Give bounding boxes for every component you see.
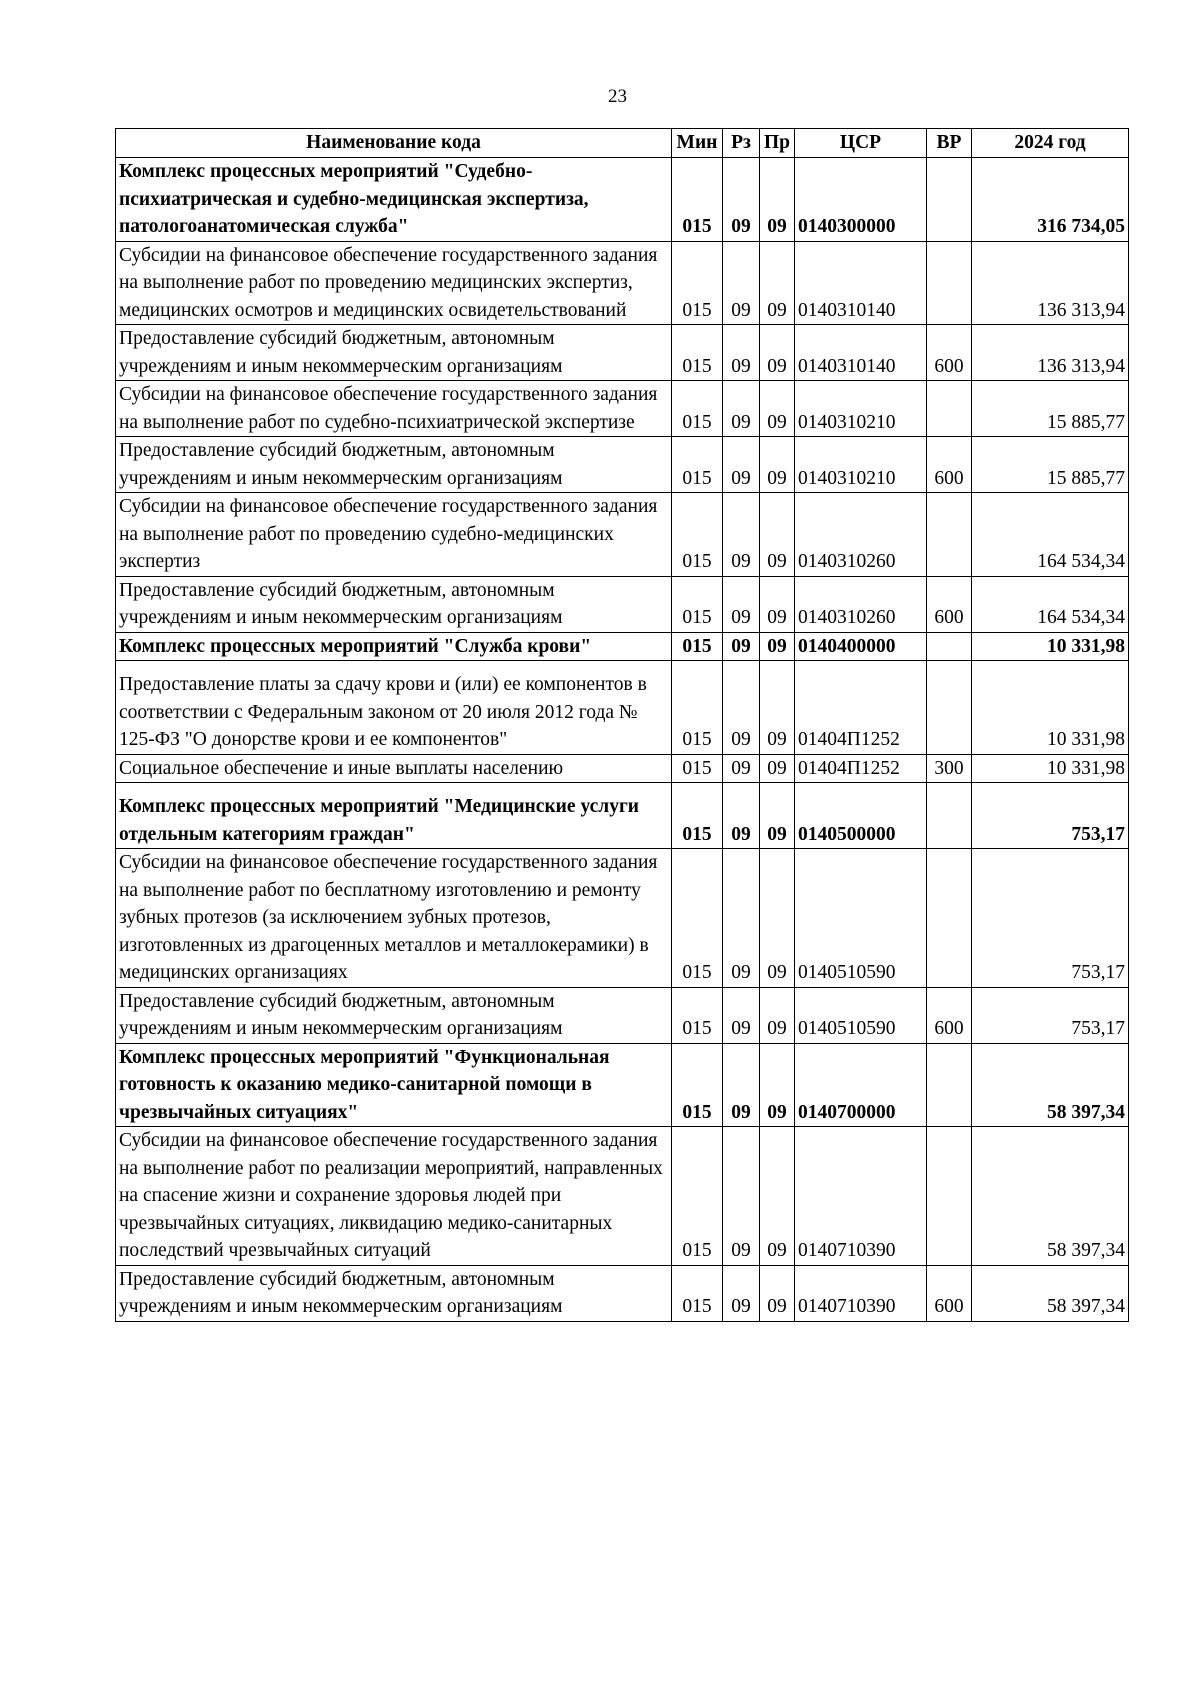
- row-name: Предоставление субсидий бюджетным, автономным учреждениям и иным некоммерческим организациям: [116, 1265, 672, 1321]
- row-pr: 09: [760, 987, 795, 1043]
- row-rz: 09: [723, 437, 760, 493]
- row-pr: 09: [760, 661, 795, 755]
- header-year: 2024 год: [972, 129, 1129, 158]
- header-pr: Пр: [760, 129, 795, 158]
- row-name: Предоставление субсидий бюджетным, автономным учреждениям и иным некоммерческим организациям: [116, 437, 672, 493]
- row-amount: 10 331,98: [972, 754, 1129, 783]
- row-csr: 0140510590: [795, 849, 927, 988]
- row-rz: 09: [723, 849, 760, 988]
- row-amount: 10 331,98: [972, 632, 1129, 661]
- budget-table: [115, 128, 1129, 1322]
- row-pr: 09: [760, 158, 795, 242]
- row-csr: 01404П1252: [795, 754, 927, 783]
- table-row: [116, 158, 1129, 242]
- row-csr: 01404П1252: [795, 661, 927, 755]
- row-min: 015: [672, 1127, 723, 1266]
- row-csr: 0140310210: [795, 381, 927, 437]
- row-amount: 753,17: [972, 783, 1129, 849]
- row-name: Комплекс процессных мероприятий "Функциональная готовность к оказанию медико-санитарной помощи в чрезвычайных ситуациях": [116, 1043, 672, 1127]
- row-min: 015: [672, 783, 723, 849]
- table-row: [116, 1043, 1129, 1127]
- table-row: [116, 493, 1129, 577]
- row-rz: 09: [723, 576, 760, 632]
- header-vr: ВР: [927, 129, 972, 158]
- row-vr: [927, 493, 972, 577]
- row-vr: 600: [927, 325, 972, 381]
- row-rz: 09: [723, 754, 760, 783]
- row-name: Субсидии на финансовое обеспечение государственного задания на выполнение работ по реализации мероприятий, направленных на спасение жизни и сохранение здоровья людей при чрезвычайных ситуациях, ликвидацию медико-санитарных последствий чрезвычайных ситуаций: [116, 1127, 672, 1266]
- row-amount: 15 885,77: [972, 381, 1129, 437]
- row-min: 015: [672, 632, 723, 661]
- row-csr: 0140310210: [795, 437, 927, 493]
- row-pr: 09: [760, 783, 795, 849]
- row-pr: 09: [760, 754, 795, 783]
- row-name: Комплекс процессных мероприятий "Медицинские услуги отдельным категориям граждан": [116, 783, 672, 849]
- row-rz: 09: [723, 325, 760, 381]
- row-min: 015: [672, 437, 723, 493]
- row-name: Предоставление субсидий бюджетным, автономным учреждениям и иным некоммерческим организациям: [116, 576, 672, 632]
- row-csr: 0140310140: [795, 325, 927, 381]
- row-rz: 09: [723, 1265, 760, 1321]
- row-vr: 600: [927, 1265, 972, 1321]
- row-pr: 09: [760, 1127, 795, 1266]
- row-rz: 09: [723, 241, 760, 325]
- row-rz: 09: [723, 493, 760, 577]
- row-pr: 09: [760, 437, 795, 493]
- row-pr: 09: [760, 1043, 795, 1127]
- row-vr: [927, 632, 972, 661]
- row-min: 015: [672, 1043, 723, 1127]
- row-csr: 0140710390: [795, 1127, 927, 1266]
- row-rz: 09: [723, 1127, 760, 1266]
- row-rz: 09: [723, 783, 760, 849]
- row-vr: [927, 849, 972, 988]
- row-vr: 300: [927, 754, 972, 783]
- table-row: [116, 754, 1129, 783]
- row-vr: 600: [927, 987, 972, 1043]
- row-vr: [927, 241, 972, 325]
- row-name: Субсидии на финансовое обеспечение государственного задания на выполнение работ по бесплатному изготовлению и ремонту зубных протезов (за исключением зубных протезов, изготовленных из драгоценных металлов и металлокерамики) в медицинских организациях: [116, 849, 672, 988]
- row-min: 015: [672, 754, 723, 783]
- row-min: 015: [672, 158, 723, 242]
- row-rz: 09: [723, 381, 760, 437]
- row-pr: 09: [760, 325, 795, 381]
- page-number: 23: [608, 86, 627, 107]
- row-csr: 0140510590: [795, 987, 927, 1043]
- table-row: [116, 437, 1129, 493]
- row-pr: 09: [760, 576, 795, 632]
- row-amount: 15 885,77: [972, 437, 1129, 493]
- row-pr: 09: [760, 493, 795, 577]
- row-vr: [927, 1127, 972, 1266]
- row-vr: 600: [927, 437, 972, 493]
- row-csr: 0140710390: [795, 1265, 927, 1321]
- table-row: [116, 576, 1129, 632]
- row-name: Предоставление платы за сдачу крови и (или) ее компонентов в соответствии с Федеральным законом от 20 июля 2012 года № 125-ФЗ "О донорстве крови и ее компонентов": [116, 661, 672, 755]
- row-min: 015: [672, 987, 723, 1043]
- row-amount: 58 397,34: [972, 1265, 1129, 1321]
- header-min: Мин: [672, 129, 723, 158]
- row-rz: 09: [723, 158, 760, 242]
- row-pr: 09: [760, 632, 795, 661]
- row-name: Субсидии на финансовое обеспечение государственного задания на выполнение работ по проведению судебно-медицинских экспертиз: [116, 493, 672, 577]
- row-amount: 136 313,94: [972, 241, 1129, 325]
- row-csr: 0140700000: [795, 1043, 927, 1127]
- header-name: Наименование кода: [116, 129, 672, 158]
- row-pr: 09: [760, 381, 795, 437]
- table-row: [116, 1127, 1129, 1266]
- row-rz: 09: [723, 661, 760, 755]
- table-row: [116, 987, 1129, 1043]
- row-min: 015: [672, 241, 723, 325]
- row-amount: 164 534,34: [972, 576, 1129, 632]
- row-vr: [927, 1043, 972, 1127]
- row-name: Социальное обеспечение и иные выплаты населению: [116, 754, 672, 783]
- row-min: 015: [672, 325, 723, 381]
- row-vr: 600: [927, 576, 972, 632]
- row-min: 015: [672, 576, 723, 632]
- row-min: 015: [672, 849, 723, 988]
- table-row: [116, 381, 1129, 437]
- row-vr: [927, 158, 972, 242]
- row-rz: 09: [723, 1043, 760, 1127]
- row-min: 015: [672, 661, 723, 755]
- table-row: [116, 632, 1129, 661]
- row-csr: 0140310140: [795, 241, 927, 325]
- row-min: 015: [672, 493, 723, 577]
- table-header-row: [116, 129, 1129, 158]
- row-name: Предоставление субсидий бюджетным, автономным учреждениям и иным некоммерческим организациям: [116, 987, 672, 1043]
- row-name: Предоставление субсидий бюджетным, автономным учреждениям и иным некоммерческим организациям: [116, 325, 672, 381]
- table-row: [116, 661, 1129, 755]
- table-row: [116, 783, 1129, 849]
- header-csr: ЦСР: [795, 129, 927, 158]
- row-csr: 0140500000: [795, 783, 927, 849]
- row-csr: 0140400000: [795, 632, 927, 661]
- row-rz: 09: [723, 987, 760, 1043]
- row-amount: 753,17: [972, 849, 1129, 988]
- row-name: Комплекс процессных мероприятий "Служба крови": [116, 632, 672, 661]
- row-amount: 316 734,05: [972, 158, 1129, 242]
- row-amount: 136 313,94: [972, 325, 1129, 381]
- row-amount: 164 534,34: [972, 493, 1129, 577]
- row-pr: 09: [760, 849, 795, 988]
- row-pr: 09: [760, 1265, 795, 1321]
- row-amount: 10 331,98: [972, 661, 1129, 755]
- row-name: Субсидии на финансовое обеспечение государственного задания на выполнение работ по проведению медицинских экспертиз, медицинских осмотров и медицинских освидетельствований: [116, 241, 672, 325]
- row-vr: [927, 381, 972, 437]
- row-name: Субсидии на финансовое обеспечение государственного задания на выполнение работ по судебно-психиатрической экспертизе: [116, 381, 672, 437]
- table-row: [116, 1265, 1129, 1321]
- row-vr: [927, 783, 972, 849]
- row-amount: 58 397,34: [972, 1043, 1129, 1127]
- header-rz: Рз: [723, 129, 760, 158]
- row-name: Комплекс процессных мероприятий "Судебно-психиатрическая и судебно-медицинская экспертиза, патологоанатомическая служба": [116, 158, 672, 242]
- row-pr: 09: [760, 241, 795, 325]
- row-rz: 09: [723, 632, 760, 661]
- table-row: [116, 325, 1129, 381]
- row-csr: 0140310260: [795, 493, 927, 577]
- table-row: [116, 241, 1129, 325]
- table-row: [116, 849, 1129, 988]
- row-amount: 753,17: [972, 987, 1129, 1043]
- row-min: 015: [672, 1265, 723, 1321]
- row-csr: 0140300000: [795, 158, 927, 242]
- row-csr: 0140310260: [795, 576, 927, 632]
- row-vr: [927, 661, 972, 755]
- row-amount: 58 397,34: [972, 1127, 1129, 1266]
- row-min: 015: [672, 381, 723, 437]
